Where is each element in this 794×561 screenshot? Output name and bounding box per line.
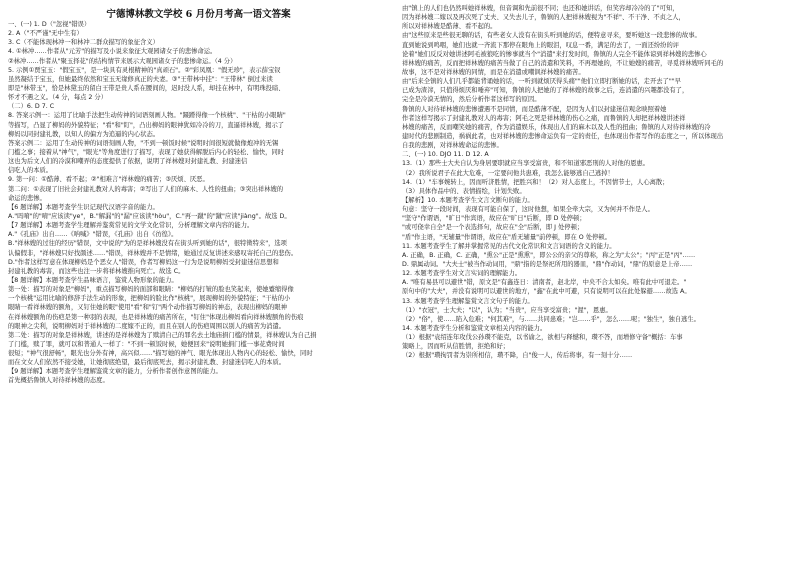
text-line: 很短；"神气很舒畅"，眼光也分外有神，高兴似……"描写她的神气、眼光体现出人物内心的轻松、愉快，同时: [8, 350, 313, 358]
text-line: 完全是冷漠无情的，然后分析作者这样写的原因。: [402, 96, 541, 104]
text-line: 原句中的"大夫"，并没有说明可以避世的地方，"鑫"在此中可避，只有说明可以在此处躲避……故选 A。: [402, 288, 691, 296]
text-line: 4. ①林冲……作者从"元芳"的描写及小说来象征大观园诸女子的悲惨命运。: [8, 48, 217, 56]
text-line: 所以对祥林嫂是酷薄、看不起的。: [402, 23, 497, 31]
text-line: 14. 本题考查学生分析和鉴赏文章相关内容的能力。: [402, 324, 547, 332]
left-column: [8, 20, 393, 386]
text-line: 第一处：描写的对象是"柳妈"，重点描写柳妈的面部和眼睛："柳妈的打皱的脸也笑起来，使她蹙缩得像: [8, 286, 294, 294]
text-line: 一个核桃"运用比喻的修辞手法生动的形象，把柳妈的脸比作"核桃"，展现柳妈的外貌特征；"干枯的小: [8, 295, 291, 303]
text-line: 已成为渣滓，只值得烦厌和唾弃"可知，鲁镇的人把她的了祥林嫂的故事之后，连消遣的兴趣都没有了，: [402, 87, 689, 95]
text-line: 即是"林带玉"，恰是林黛玉的留白王带是贵人系在腰间的，迟时没人系，却挂在林中，有明珠投暗、: [8, 84, 285, 92]
text-line: 策略上，因而听从信胜情，拒绝和好；: [402, 343, 510, 351]
text-line: 【解析】10. 本题考查学生文言文断句的能力。: [402, 196, 534, 204]
text-line: 这也为后文人们的冷漠和嘲弄的态度提供了依据，说明了祥林嫂对封建礼教、封建迷信: [8, 158, 248, 166]
text-line: 因为祥林嫂二嫁以及再次死了丈夫、又失去儿子，鲁镇的人把祥林嫂视为"不祥"、不干净、不贞之人，: [402, 14, 685, 22]
text-line: 虽然凝结于宝玉，但她最终依然和宝玉无缘修真正的夫妻。③"王带林中挂"："王带林" 倒过来读: [8, 75, 273, 83]
text-line: 5. 示例①贾宝玉："假宝玉"，是一块具有灵根精神的"真顽石"。②"彩凤凰："假无珍"，表示薛宝钗: [8, 66, 281, 74]
text-line: 怀才不遇之义。（4 分，每点 2 分）: [8, 94, 108, 102]
text-line: 柳妈以同封建礼教，以知人的偏方为追逼的内心状态。: [8, 130, 160, 138]
text-line: 鲁镇的人对待祥林嫂的悲惨遭遇不是同情，而是酷薄不配，是因为人们以封建迷信观念映照着她: [402, 105, 667, 113]
text-line: 【7 题详解】本题考查学生理解并鉴赏常见的文学文化常识，分析理解文章内容的能力。: [8, 222, 254, 230]
text-line: B."祥林嫂的过往的经历"错误，文中说的"为的是祥林嫂没有在街头听到她的话"，很特徵特来"，选项: [8, 240, 287, 248]
text-line: 由"后来全镇的人们几乎都能背诵她的话，一听到就烦厌得头痛""他们立即打断她的话，走开去了""早: [402, 78, 681, 86]
text-line: 句意：坚守一段时间，表现有可能自保了，这时他想，如果全牵大宗，又为何并不作是人。: [402, 206, 654, 214]
text-line: 14.（1）"车事婉转上，因而听济胜情，把胜兴和！（2）对人态度上，不因情节士，人心离散；: [402, 178, 669, 186]
text-line: 第二问：①表现了旧社会封建礼教对人的毒害；②写出了人们的麻木、人性的扭曲；③突出祥林嫂的: [8, 185, 284, 193]
text-line: （2）"俗"，使……陷入危难；"何其难"，与……共同患难；"岂……乎"，怎么……呢；"独生"，独自逃生。: [402, 315, 700, 323]
text-line: 了门槛，赎了罪，就可以和普通人一样了："不到一顿饭时候，她便回来"说明她捐门槛一事花费时间: [8, 340, 285, 348]
text-line: （2）我所说君子在此大危难，一定要问他共患难，我怎么能够逃自己逃掉！: [402, 169, 614, 177]
text-line: 9. 第一问：①酷薄、看不起；②"相难言"祥林嫂的痛苦；③厌烦、厌恶。: [8, 176, 209, 184]
text-line: 论着"她们反反对她讲述阿毛被狼吃的惨事就当个"消遣"来打发时间，鲁镇的人完全不能体谅到祥林嫂的悲惨心: [402, 50, 707, 58]
text-line: 8. 答案示例一：运用了比喻手法把生动传神的词语刻画人物。"蹑蹐得像一个核桃"、"干枯的小眼睛": [8, 112, 286, 120]
text-line: 故事，这不是对祥林嫂的同情，而是在消遣或嘲讽祥林嫂的痛苦。: [402, 68, 585, 76]
text-line: 自我的悲剧，对祥林嫂命运的悲惨。: [402, 142, 503, 150]
text-line: "或可侥幸自全"是一个表选择句，故应在"全"后断，即 J 处停顿；: [402, 224, 584, 232]
text-line: A. 正确，B. 正确，C. 正确，"熏公"正是"熏熏"，即公公的亲父的尊称，称之为"太公"；"丙"正是"丙"……: [402, 251, 696, 259]
right-column: [402, 4, 787, 360]
text-line: 封建礼教的毒害，而这些也注一步将祥林嫂推向死亡。故选 C。: [8, 267, 185, 275]
text-line: 二、(一) 10. DJO 11. D 12. A: [402, 151, 489, 159]
text-line: 一、(一) 1. D（"忽视"错误）: [8, 21, 91, 28]
text-line: 建时代的悲剧制造，祸祸此者，也对祥林嫂的悲惨命运负有一定的责任，也体现出作者写作的态度之一，所以体现出: [402, 132, 724, 140]
text-line: 直到她说到鸣咽，她们也就一齐流下那停在眼角上的眼泪，叹息一番，满足的去了，一面还纷纷的评: [402, 41, 680, 49]
text-line: （1）根据"袁绍连年攻伐公孙瓒不能克，以书谕之，欲相与释憾和，瓒不答，而增修守备"概括：车事: [402, 334, 683, 342]
text-line: "盾"作主语，"无辅量"作谓语，故应在"盾无辅量"前停顿，即在 O 处停顿。: [402, 233, 611, 241]
text-line: 首先概括鲁镇人对待祥林嫂的态度。: [8, 377, 109, 385]
text-line: A. "唯有易县可以避世"错，原文是"有鑫连日：清南者，赵北岸，中央不合太如矣。唯有此中可退走。": [402, 279, 687, 287]
text-line: 门槛之事；接着从"神气"，"眼光"等角度进行了描写，表现了她获得解脱后内心的轻松、愉快，同时: [8, 148, 285, 156]
text-line: 由"镇上的人们也仍然叫她祥林嫂，但音调和先前很不同；也还和她讲话，但笑容却冷冷的了"可知，: [402, 5, 679, 12]
text-line: A."《孔庙》出自……《呐喊》"错误，《孔庙》出自《彷徨》。: [8, 231, 178, 239]
text-line: 2. A（"不严谨"无中生有）: [8, 30, 83, 38]
text-line: ②林冲……作者从"聚玉择花"的结构情节来展示大观园诸女子的悲惨命运。（4 分）: [8, 57, 237, 65]
text-line: D."作者这样写意在体现柳妈是个恶女人"错误，作者写柳妈这一行为是说明柳妈受封建迷信思想和: [8, 258, 279, 266]
text-line: 13.（1）那些士大夫自认为身居要职就应当享受富贵，和不知道邪恶刑的人对他的恩惠。: [402, 160, 650, 168]
text-line: 作者这样写揭示了封建礼教对人的毒害；阿毛之死是祥林嫂的伤心之痛，而鲁镇的人却把祥林嫂讲述祥: [402, 114, 686, 122]
text-line: 眼睛一看祥林嫂的额角，又钉住她的眼"使用"看"和"钉"两个动作描写柳妈的神态，表现出柳妈的眼神: [8, 304, 287, 312]
text-line: A."吗唷"的"唷"应该读"ye"，B."解漏"的"漏"应该读"hòu"，C."再一蹴"的"蹴"应读"jiàng"。故选 D。: [8, 212, 291, 220]
document-title: 宁德博林教文学校 6 月份月考高一语文答案: [106, 9, 291, 20]
text-line: 【6 题详解】本题考查学生识记现代汉语字音的能力。: [8, 203, 159, 211]
text-line: 答案示例二：运用了生动传神的词语刻画人物，"不到一顿饭时候"说明时间很短就做像炮冲的无锡: [8, 139, 279, 147]
text-line: 11. 本题考查学生了解并掌握常见的古代文化常识和文言词语的含义的能力。: [402, 242, 616, 250]
text-line: 【9 题详解】本题考查学生理解鉴赏文章的能力，分析作者创作意图的能力。: [8, 368, 222, 376]
text-line: 【8 题详解】本题考查学生品味语言，鉴赏人物形象的能力。: [8, 276, 178, 284]
text-line: 3. C（不能体现林冲一和林冲二群众描写的象征含义）: [8, 39, 159, 47]
text-line: 由"这些原来是些很无聊的话，有些老女人没有在街头听到她的话，便特意寻来，要听她这一段悲惨的故事。: [402, 32, 701, 40]
text-line: 在祥林嫂额角的伤疤是第一种羽的表现，也是祥林嫂的痛苦所在，"钉住"体现出柳妈看向祥林嫂额角的伤痕: [8, 313, 304, 321]
text-line: （1）"衣冠"，士大夫；"以"，认为；"当贵"，应当享受富贵；"渥"，恩惠。: [402, 306, 612, 314]
text-line: 12. 本题考查学生对文言实词的理解能力。: [402, 270, 522, 278]
text-line: 林嫂的痛苦，反而嘲笑她的痛苦，作为消遣娱乐，体现出人们的麻木以及人性的扭曲；鲁镇的人对待祥林嫂的冷: [402, 123, 711, 131]
text-line: "坚守"作谓语，"旷日"作宾语，故应在"旷日"后断，即 D 处停顿；: [402, 215, 586, 223]
text-line: 等描写，凸显了柳妈的外貌特征；"看"和"盯"，凸出柳妈的眼神犹如冷冷的刀，直逼祥林嫂，揭示了: [8, 121, 285, 129]
text-line: 第二处：描写的对象是祥林嫂，讲述的是祥林嫂为了赎清自己的罪名去土地庙捐门槛的情景，祥林嫂认为自己捐: [8, 331, 317, 339]
text-line: 13. 本题考查学生理解鉴赏文言文句子的能力。: [402, 297, 534, 305]
text-line: 的眼神之尖利，说明柳妈对于祥林嫂的二度嫁不正的，而且在别人的伤疤周围以别人的痛苦为消遣。: [8, 322, 286, 330]
text-line: （2）根据"瓒拘罚者为崇所相信，瓒不降，自"俊一人，传后将事，有一刻十分……: [402, 352, 633, 360]
text-line: 而在文女人们依然不接受她，让她彻底绝望，最后彻底死去，揭示封建礼教、封建迷信吃人的本质。: [8, 359, 286, 367]
text-line: D. 鼎属动词。"大夫士"被当作动词用，"鼎"指的是祭祀所用的器皿，"鼎"作动词，"鼎"的原意是上帝……: [402, 260, 693, 268]
text-line: 祥林嫂的痛苦，反而把祥林嫂的痛苦当做了自己的消遣和笑料，不再理她的，不让她嫂的痛苦，寻觅祥林嫂听同毛的: [402, 59, 724, 67]
text-line: （3）具体作品中的、表情描绘，计划失败。: [402, 187, 526, 195]
text-line: 命运的悲惨。: [8, 194, 46, 202]
text-line: 信吃人的本质。: [8, 167, 53, 175]
text-line: （二）6. D 7. C: [8, 103, 55, 111]
text-line: 认偏假非，"祥林嫂只好找颜述……"错误，祥林嫂并不是情绪，她通过反复讲述来感叹寄托自己的悲伤。: [8, 249, 298, 257]
